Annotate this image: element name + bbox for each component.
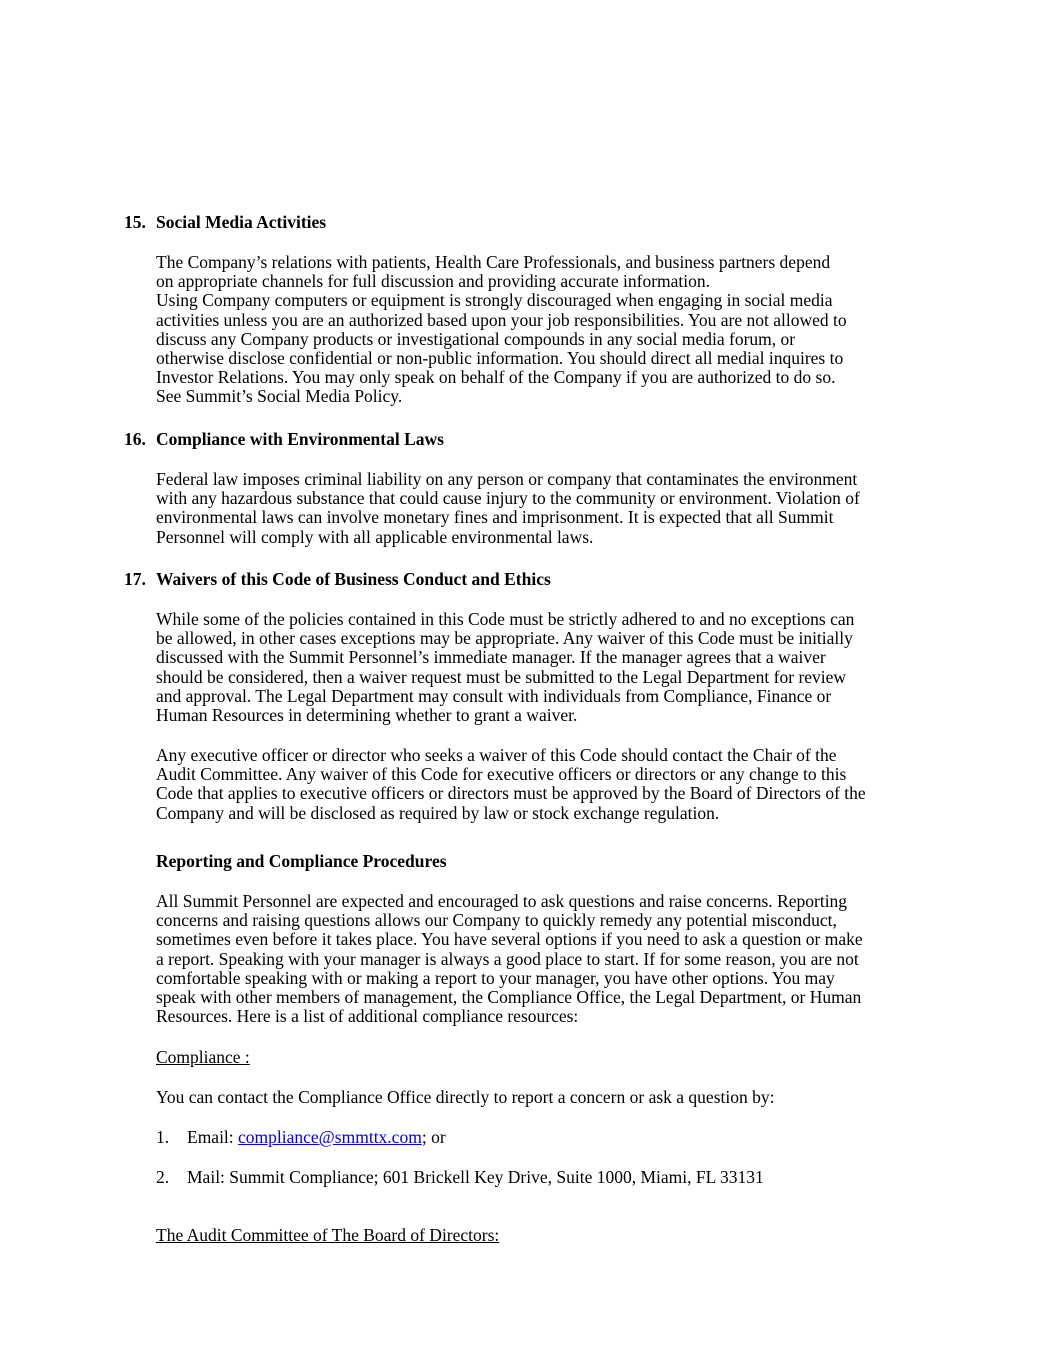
- section-number: 15.: [124, 212, 146, 232]
- compliance-item-mail: [156, 1167, 764, 1187]
- section-title: Waivers of this Code of Business Conduct and Ethics: [156, 569, 551, 589]
- paragraph-line: The Company’s relations with patients, Health Care Professionals, and business partners depend: [156, 252, 831, 272]
- paragraph-line: Company and will be disclosed as required by law or stock exchange regulation.: [156, 802, 720, 823]
- paragraph-line: speak with other members of management, the Compliance Office, the Legal Department, or Human: [156, 986, 862, 1007]
- paragraph-line: Code that applies to executive officers or directors must be approved by the Board of Directors of the: [156, 783, 866, 804]
- paragraph-line: See Summit’s Social Media Policy.: [156, 386, 403, 407]
- compliance-email-link[interactable]: compliance@smmttx.com: [238, 1127, 422, 1147]
- paragraph-line: Using Company computers or equipment is strongly discouraged when engaging in social media: [156, 290, 833, 311]
- email-label: Email:: [187, 1127, 239, 1147]
- section-17-paragraph-1: [156, 610, 936, 725]
- section-15-body: [156, 253, 936, 407]
- paragraph-line: discuss any Company products or investigational compounds in any social media forum, or: [156, 328, 796, 349]
- paragraph-line: on appropriate channels for full discussion and providing accurate information.: [156, 271, 711, 292]
- paragraph-line: While some of the policies contained in this Code must be strictly adhered to and no exceptions can: [156, 609, 855, 629]
- paragraph-line: be allowed, in other cases exceptions may be appropriate. Any waiver of this Code must be initially: [156, 628, 853, 649]
- list-number: 2.: [156, 1167, 170, 1187]
- section-17-paragraph-2: [156, 746, 936, 823]
- compliance-intro: You can contact the Compliance Office directly to report a concern or ask a question by:: [156, 1087, 775, 1107]
- paragraph-line: otherwise disclose confidential or non-public information. You should direct all medial inquires to: [156, 347, 844, 368]
- paragraph-line: environmental laws can involve monetary fines and imprisonment. It is expected that all Summit: [156, 507, 834, 528]
- paragraph-line: comfortable speaking with or making a report to your manager, you have other options. You may: [156, 967, 835, 988]
- section-number: 16.: [124, 429, 146, 449]
- paragraph-line: Human Resources in determining whether to grant a waiver.: [156, 704, 578, 725]
- compliance-item-email: [156, 1127, 446, 1147]
- paragraph-line: Any executive officer or director who seeks a waiver of this Code should contact the Chair of the: [156, 745, 837, 765]
- paragraph-line: Audit Committee. Any waiver of this Code for executive officers or directors or any change to this: [156, 764, 847, 785]
- paragraph-line: should be considered, then a waiver request must be submitted to the Legal Department for review: [156, 666, 847, 687]
- section-16-heading: [124, 429, 444, 449]
- email-suffix: ; or: [421, 1127, 446, 1147]
- paragraph-line: discussed with the Summit Personnel’s immediate manager. If the manager agrees that a waiver: [156, 647, 826, 668]
- reporting-heading: Reporting and Compliance Procedures: [156, 851, 447, 871]
- paragraph-line: Federal law imposes criminal liability on any person or company that contaminates the environment: [156, 469, 858, 489]
- list-number: 1.: [156, 1127, 170, 1147]
- section-number: 17.: [124, 569, 146, 589]
- paragraph-line: with any hazardous substance that could cause injury to the community or environment. Violation of: [156, 488, 860, 509]
- compliance-heading: Compliance :: [156, 1047, 250, 1067]
- paragraph-line: activities unless you are an authorized based upon your job responsibilities. You are not allowed to: [156, 309, 847, 330]
- paragraph-line: and approval. The Legal Department may consult with individuals from Compliance, Finance or: [156, 685, 832, 706]
- section-15-heading: [124, 212, 326, 232]
- section-16-body: [156, 470, 936, 547]
- audit-committee-heading: The Audit Committee of The Board of Directors:: [156, 1225, 500, 1245]
- paragraph-line: All Summit Personnel are expected and encouraged to ask questions and raise concerns. Reporting: [156, 891, 848, 911]
- paragraph-line: Personnel will comply with all applicable environmental laws.: [156, 526, 594, 547]
- section-title: Social Media Activities: [156, 212, 327, 232]
- section-17-heading: [124, 569, 551, 589]
- paragraph-line: Investor Relations. You may only speak on behalf of the Company if you are authorized to do so.: [156, 367, 836, 388]
- section-title: Compliance with Environmental Laws: [156, 429, 444, 449]
- paragraph-line: concerns and raising questions allows our Company to quickly remedy any potential misconduct,: [156, 910, 837, 931]
- paragraph-line: a report. Speaking with your manager is always a good place to start. If for some reason, you are not: [156, 948, 859, 969]
- paragraph-line: Resources. Here is a list of additional compliance resources:: [156, 1006, 579, 1027]
- paragraph-line: sometimes even before it takes place. You have several options if you need to ask a question or make: [156, 929, 863, 950]
- reporting-body: [156, 892, 936, 1026]
- mail-address: Mail: Summit Compliance; 601 Brickell Key Drive, Suite 1000, Miami, FL 33131: [187, 1167, 764, 1187]
